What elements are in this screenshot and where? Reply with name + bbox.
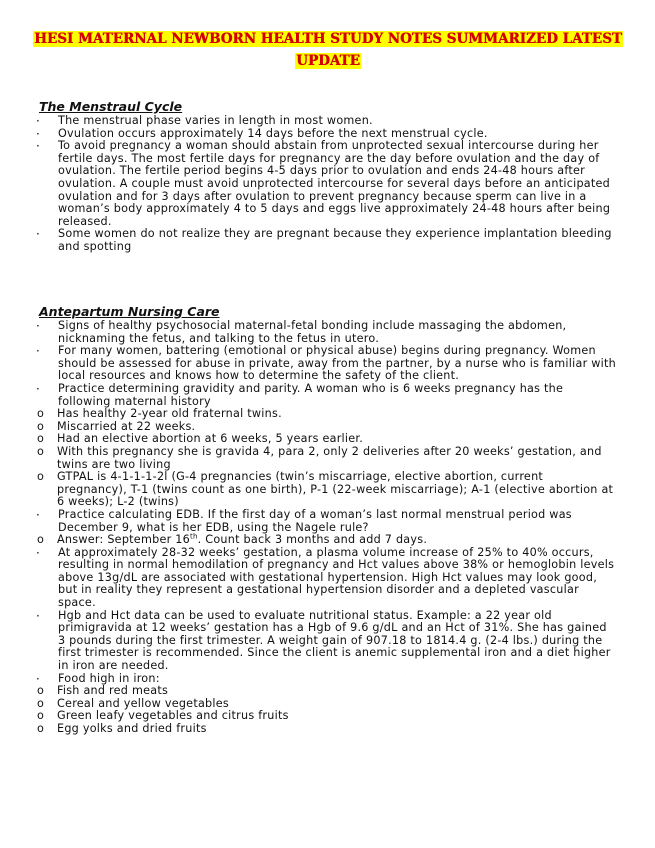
- list-item: · Practice determining gravidity and parity. A woman who is 6 weeks pregnancy has the following maternal history: [36, 383, 616, 408]
- list-item: o Has healthy 2-year old fraternal twins.: [36, 408, 616, 421]
- edb-answer-rest: . Count back 3 months and add 7 days.: [197, 533, 428, 547]
- list-item: · Hgb and Hct data can be used to evaluate nutritional status. Example: a 22 year old primigravida at 12 weeks’ gestation has a Hgb of 9.6 g/dL and an Hct of 31%. She has gained 3 pounds during the first trimester. A weight gain of 907.18 to 1814.4 g. (2-4 lbs.) during the first trimester is recommended. Since the client is anemic supplemental iron and a diet higher in iron are needed.: [36, 610, 616, 673]
- list-item: · Food high in iron:: [36, 673, 616, 686]
- list-item: o Green leafy vegetables and citrus fruits: [36, 710, 616, 723]
- iron-foods-list: [36, 685, 616, 735]
- menstrual-cycle-list: [36, 115, 616, 254]
- list-item: · Practice calculating EDB. If the first day of a woman’s last normal menstrual period was December 9, what is her EDB, using the Nagele rule?: [36, 509, 616, 534]
- list-item: o Cereal and yellow vegetables: [36, 698, 616, 711]
- list-item: · Some women do not realize they are pregnant because they experience implantation bleeding and spotting: [36, 228, 616, 253]
- edb-answer-list: [36, 534, 616, 547]
- list-item: · Signs of healthy psychosocial maternal-fetal bonding include massaging the abdomen, nicknaming the fetus, and talking to the fetus in utero.: [36, 320, 616, 345]
- document-title-block: [30, 28, 626, 72]
- edb-answer-ordinal: th: [189, 532, 198, 541]
- antepartum-heading: Antepartum Nursing Care: [39, 304, 220, 319]
- list-item: · Ovulation occurs approximately 14 days before the next menstrual cycle.: [36, 128, 616, 141]
- list-item: o Egg yolks and dried fruits: [36, 723, 616, 736]
- list-item: o Had an elective abortion at 6 weeks, 5 years earlier.: [36, 433, 616, 446]
- edb-list: [36, 509, 616, 534]
- list-item: o Miscarried at 22 weeks.: [36, 421, 616, 434]
- list-item: · At approximately 28-32 weeks’ gestation, a plasma volume increase of 25% to 40% occurs, resulting in normal hemodilation of pregnancy and Hct values above 38% or hemoglobin levels above 13g/dL are associated with gestational hypertension. High Hct values may look good, but in reality they represent a gestational hypertension disorder and a depleted vascular space.: [36, 547, 616, 610]
- list-item: o Fish and red meats: [36, 685, 616, 698]
- maternal-history-list: [36, 408, 616, 509]
- edb-answer-text: Answer: September 16: [57, 533, 190, 547]
- menstrual-cycle-heading: The Menstraul Cycle: [39, 99, 183, 114]
- lab-values-list: [36, 547, 616, 686]
- list-item: · To avoid pregnancy a woman should abstain from unprotected sexual intercourse during her fertile days. The most fertile days for pregnancy are the day before ovulation and the day of ovulation. The fertile period begins 4-5 days prior to ovulation and ends 24-48 hours after ovulation. A couple must avoid unprotected intercourse for several days before an anticipated ovulation and for 3 days after ovulation to prevent pregnancy because sperm can live in a woman’s body approximately 4 to 5 days and eggs live approximately 24-48 hours after being released.: [36, 140, 616, 228]
- edb-answer: [36, 534, 616, 547]
- list-item: o With this pregnancy she is gravida 4, para 2, only 2 deliveries after 20 weeks’ gestation, and twins are two living: [36, 446, 616, 471]
- menstrual-cycle-section: [36, 99, 616, 254]
- antepartum-list: [36, 320, 616, 408]
- list-item: · The menstrual phase varies in length in most women.: [36, 115, 616, 128]
- antepartum-section: [36, 304, 616, 736]
- list-item: o GTPAL is 4-1-1-1-2l (G-4 pregnancies (twin’s miscarriage, elective abortion, current pregnancy), T-1 (twins count as one birth), P-1 (22-week miscarriage); A-1 (elective abortion at 6 weeks); L-2 (twins): [36, 471, 616, 509]
- list-item: · For many women, battering (emotional or physical abuse) begins during pregnancy. Women should be assessed for abuse in private, away from the partner, by a nurse who is familiar with local resources and knows how to determine the safety of the client.: [36, 345, 616, 383]
- document-title: HESI MATERNAL NEWBORN HEALTH STUDY NOTES SUMMARIZED LATEST UPDATE: [34, 31, 622, 69]
